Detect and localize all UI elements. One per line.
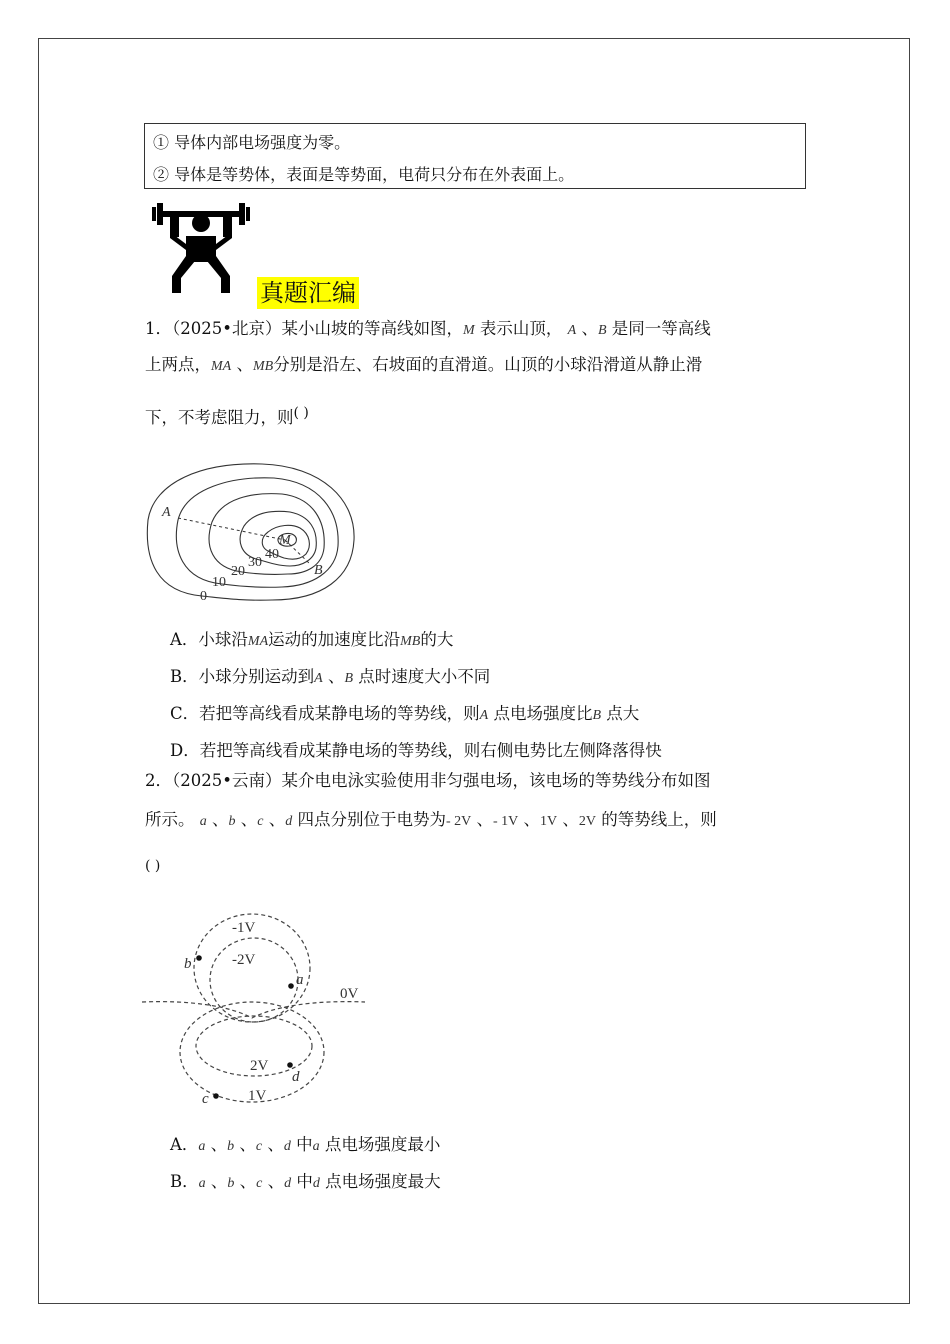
q2-fig-label-a: a [296,972,304,988]
q1-option-A[interactable]: A．小球沿MA运动的加速度比沿MB的大 [170,630,454,649]
q1-fig-label-0: 0 [200,589,207,604]
equipotential-minus2V [210,938,298,1022]
q1-fig-label-10: 10 [212,575,226,590]
q2-fig-label-minus1V: -1V [232,920,256,936]
q1-option-C[interactable]: C．若把等高线看成某静电场的等势线，则A 点电场强度比B 点大 [170,704,640,723]
q1-fig-label-30: 30 [248,555,262,570]
point-d [287,1062,293,1068]
q2-option-A[interactable]: A．a 、b 、c 、d 中a 点电场强度最小 [170,1135,441,1154]
q2-fig-label-minus2V: -2V [232,952,256,968]
slide-MA [178,518,285,540]
q1-fig-label-B: B [314,563,323,578]
q1-line-1: 1．（2025•北京）某小山坡的等高线如图，M 表示山顶， A 、B 是同一等高线 [145,319,711,338]
q2-fig-label-c: c [202,1091,209,1107]
q2-fig-label-1V: 1V [248,1088,267,1104]
q2-equipotential-figure [140,910,370,1110]
q1-option-D[interactable]: D．若把等高线看成某静电场的等势线，则右侧电势比左侧降落得快 [170,741,662,760]
q2-fig-label-b: b [184,956,192,972]
q1-contour-figure [142,460,362,606]
equipotential-1V [180,1002,324,1102]
q1-option-B[interactable]: B．小球分别运动到A 、B 点时速度大小不同 [170,667,491,686]
q2-fig-label-2V: 2V [250,1058,269,1074]
q1-fig-label-M: M [279,533,291,548]
weightlifter-icon [150,198,252,294]
q2-fig-label-0V: 0V [340,986,359,1002]
q1-line-3: 下，不考虑阻力，则( ) [145,405,309,427]
point-b [196,955,202,961]
q2-line-2: 所示。 a 、b 、c 、d 四点分别位于电势为- 2V 、- 1V 、1V 、2V 的等势线上，则 [145,810,717,829]
q2-answer-paren: ( ) [145,858,161,874]
summary-line-1: ① 导体内部电场强度为零。 [153,133,351,152]
q1-fig-label-40: 40 [265,547,279,562]
point-c [213,1093,219,1099]
summary-box [144,123,806,189]
summary-line-2: ② 导体是等势体，表面是等势面，电荷只分布在外表面上。 [153,165,575,184]
q1-fig-label-20: 20 [231,564,245,579]
q2-option-B[interactable]: B．a 、b 、c 、d 中d 点电场强度最大 [170,1172,441,1191]
q2-fig-label-d: d [292,1069,300,1085]
section-title: 真题汇编 [257,277,359,309]
q1-line-2: 上两点，MA 、MB分别是沿左、右坡面的直滑道。山顶的小球沿滑道从静止滑 [145,355,703,374]
point-a [288,983,294,989]
q2-line-1: 2．（2025•云南）某介电电泳实验使用非匀强电场，该电场的等势线分布如图 [145,771,711,790]
q1-answer-paren: ( ) [293,405,309,421]
q1-fig-label-A: A [162,505,171,520]
